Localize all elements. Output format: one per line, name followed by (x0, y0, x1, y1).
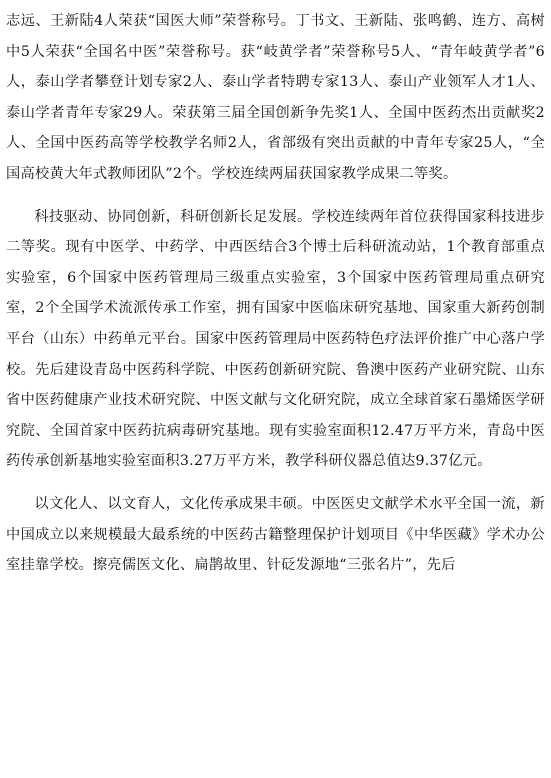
paragraph-research: 科技驱动、协同创新，科研创新长足发展。学校连续两年首位获得国家科技进步二等奖。现有中医学、中药学、中西医结合3个博士后科研流动站，1个教育部重点实验室，6个国家中医药管理局三级重点实验室，3个国家中医药管理局重点研究室，2个全国学术流派传承工作室，拥有国家中医临床研究基地、国家重大新药创制平台（山东）中药单元平台。国家中医药管理局中医药特色疗法评价推广中心落户学校。先后建设青岛中医药科学院、中医药创新研究院、鲁澳中医药产业研究院、山东省中医药健康产业技术研究院、中医文献与文化研究院，成立全球首家石墨烯医学研究院、全国首家中医药抗病毒研究基地。现有实验室面积12.47万平方米，青岛中医药传承创新基地实验室面积3.27万平方米，教学科研仪器总值达9.37亿元。 (6, 208, 545, 470)
document-body (6, 6, 545, 581)
paragraph-honors: 志远、王新陆4人荣获“国医大师”荣誉称号。丁书文、王新陆、张鸣鹤、连方、高树中5人荣获“全国名中医”荣誉称号。获“岐黄学者”荣誉称号5人、“青年岐黄学者”6人，泰山学者攀登计划专家2人、泰山学者特聘专家13人、泰山产业领军人才1人、泰山学者青年专家29人。荣获第三届全国创新争先奖1人、全国中医药杰出贡献奖2人、全国中医药高等学校教学名师2人，省部级有突出贡献的中青年专家25人，“全国高校黄大年式教师团队”2个。学校连续两届获国家教学成果二等奖。 (6, 13, 545, 182)
paragraph-culture: 以文化人、以文育人，文化传承成果丰硕。中医医史文献学术水平全国一流，新中国成立以来规模最大最系统的中医药古籍整理保护计划项目《中华医藏》学术办公室挂靠学校。擦亮儒医文化、扁鹊故里、针砭发源地“三张名片”，先后 (6, 495, 545, 574)
